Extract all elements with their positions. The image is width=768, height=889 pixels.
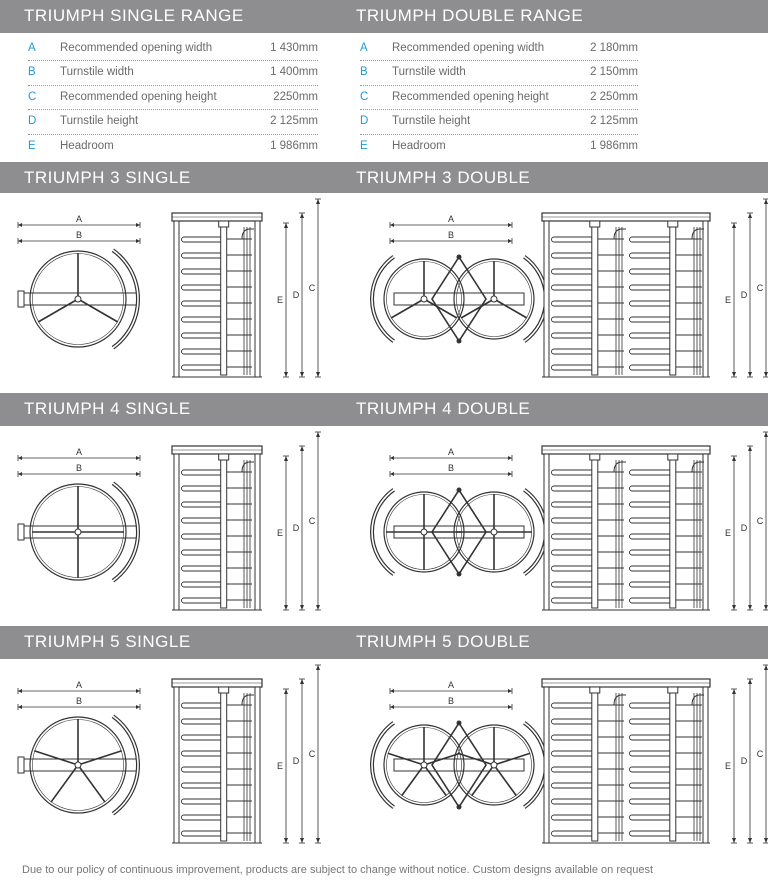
arm-bar [632,317,670,322]
post-right [255,687,260,843]
dim-c-label: C [308,516,316,526]
arm-bar [184,269,221,274]
arm-loop [630,598,633,603]
plan-view [372,447,546,577]
post-left [544,454,549,610]
range-header-bar [0,0,768,33]
arm-bar [184,534,221,539]
arm-loop [552,598,555,603]
drawing-svg [352,195,762,391]
arm-bar [184,831,221,836]
side-rail [394,293,524,305]
dim-a-label: A [75,214,83,224]
arm-loop [552,502,555,507]
arm-loop [630,703,633,708]
arm-bar [554,751,592,756]
elevation-view [172,665,321,843]
arm-loop [552,831,555,836]
arm-loop [630,237,633,242]
arm-loop [552,349,555,354]
table-row: A Recommended opening width 1 430mm [28,37,318,61]
arm-bar [184,566,221,571]
model-title-left: TRIUMPH 5 SINGLE [24,632,191,651]
arm-loop [630,566,633,571]
post-left [174,687,179,843]
dim-b-label: B [447,696,455,706]
arm-bar [554,333,592,338]
single-range-table [28,37,318,158]
rotor-column [670,689,676,841]
arm-loop [182,767,185,772]
drawing-svg [352,428,762,624]
guard-arc-right [524,257,546,342]
column-cap [668,687,678,693]
arm-loop [552,333,555,338]
arm-bar [184,253,221,258]
dim-d-label: D [292,523,300,533]
rotor-column [221,689,227,841]
rail-end [18,757,24,773]
arm-bar [554,502,592,507]
column-cap [219,687,229,693]
rotor-column [221,456,227,608]
arm-bar [184,486,221,491]
arm-bar [184,470,221,475]
dim-a-label: A [447,214,455,224]
arm-loop [182,269,185,274]
arm-loop [552,703,555,708]
model-header-3 [0,162,768,193]
arm-bar [184,518,221,523]
arm-loop [182,703,185,708]
arm-loop [630,719,633,724]
arm-loop [552,301,555,306]
arm-bar [632,566,670,571]
arm-loop [630,349,633,354]
dim-d-label: D [292,290,300,300]
arm-bar [632,703,670,708]
arm-bar [554,518,592,523]
dim-d-label: D [740,756,748,766]
arm-loop [182,333,185,338]
arm-loop [552,566,555,571]
arm-loop [630,470,633,475]
arm-bar [184,719,221,724]
frame-node [457,805,462,810]
arm-loop [552,486,555,491]
arm-loop [630,253,633,258]
dim-b-label: B [447,230,455,240]
arm-loop [182,815,185,820]
double-range-table [360,37,638,158]
arm-loop [552,550,555,555]
arm-bar [554,486,592,491]
arm-bar [184,582,221,587]
arm-loop [182,582,185,587]
arm-bar [554,815,592,820]
arm-loop [182,518,185,523]
arm-bar [184,285,221,290]
dim-e-label: E [276,528,284,538]
arm-bar [184,301,221,306]
arm-bar [632,349,670,354]
table-row: E Headroom 1 986mm [28,139,318,152]
arm-loop [552,783,555,788]
arm-loop [630,783,633,788]
rotor-left-hub [421,296,427,302]
double-range-title: TRIUMPH DOUBLE RANGE [356,6,584,25]
arm-bar [554,269,592,274]
arm-loop [552,582,555,587]
elevation-view [542,432,768,610]
dim-b-label: B [75,230,83,240]
arm-loop [630,582,633,587]
arm-bar [554,317,592,322]
arm-bar [554,534,592,539]
arm-loop [182,783,185,788]
rotor-hub [75,762,81,768]
arm-loop [182,534,185,539]
model-title-right: TRIUMPH 3 DOUBLE [356,168,531,187]
arm-bar [184,751,221,756]
dim-c-label: C [756,516,764,526]
arm-bar [184,317,221,322]
arm-bar [184,349,221,354]
arm-bar [632,333,670,338]
arm-bar [184,767,221,772]
post-left [174,221,179,377]
arm-bar [554,799,592,804]
arm-bar [184,502,221,507]
model-title-left: TRIUMPH 4 SINGLE [24,399,191,418]
post-right [703,454,708,610]
guard-arc-left [372,257,394,342]
frame-node [457,339,462,344]
rotor-column [670,456,676,608]
arm-bar [632,502,670,507]
rotor-column [670,223,676,375]
post-right [255,221,260,377]
arm-bar [554,470,592,475]
arm-loop [552,253,555,258]
arm-loop [630,333,633,338]
arm-bar [184,735,221,740]
drawing-svg [0,661,352,857]
arm-bar [554,365,592,370]
footer-disclaimer: Due to our policy of continuous improvement, products are subject to change without notice. Custom designs available on request [22,864,654,876]
arm-loop [552,719,555,724]
arm-bar [632,550,670,555]
rotor-right-hub [491,762,497,768]
arm-loop [182,349,185,354]
dim-c-label: C [756,283,764,293]
arm-bar [554,703,592,708]
arm-bar [632,751,670,756]
arm-loop [630,767,633,772]
arm-loop [630,799,633,804]
arm-loop [182,719,185,724]
arm-bar [632,301,670,306]
arm-loop [182,735,185,740]
dim-e-label: E [276,295,284,305]
post-right [255,454,260,610]
dim-b-label: B [75,696,83,706]
rotor-column [221,223,227,375]
arm-bar [184,237,221,242]
rotor-right-hub [491,529,497,535]
elevation-view [172,432,321,610]
arm-bar [632,486,670,491]
elevation-view [172,199,321,377]
arm-loop [630,751,633,756]
arm-loop [182,470,185,475]
dim-c-label: C [308,283,316,293]
arm-bar [184,783,221,788]
arm-bar [184,815,221,820]
triumph-5-double-drawing [352,661,762,857]
post-right [703,221,708,377]
table-row: D Turnstile height 2 125mm [360,110,638,134]
dim-e-label: E [724,528,732,538]
arm-loop [182,365,185,370]
table-row: B Turnstile width 1 400mm [28,61,318,85]
table-row: D Turnstile height 2 125mm [28,110,318,134]
arm-bar [632,285,670,290]
plan-view [18,680,140,814]
dim-e-label: E [724,295,732,305]
rotor-column [592,456,598,608]
arm-loop [552,751,555,756]
arm-bar [632,735,670,740]
dim-a-label: A [447,447,455,457]
plan-view [18,214,140,348]
triumph-5-single-drawing [0,661,352,857]
arm-loop [552,518,555,523]
dim-d-label: D [740,523,748,533]
arm-bar [184,598,221,603]
arm-bar [632,534,670,539]
frame-node [457,572,462,577]
table-row: C Recommended opening height 2 250mm [360,86,638,110]
column-cap [590,687,600,693]
arm-loop [182,831,185,836]
post-left [544,687,549,843]
arm-bar [184,799,221,804]
arm-loop [552,317,555,322]
arm-loop [552,735,555,740]
arm-bar [554,735,592,740]
dim-a-label: A [75,447,83,457]
column-cap [219,221,229,227]
dim-c-label: C [308,749,316,759]
arm-bar [554,253,592,258]
table-row: B Turnstile width 2 150mm [360,61,638,85]
arm-loop [182,237,185,242]
arm-bar [554,719,592,724]
arm-loop [630,550,633,555]
arm-loop [182,598,185,603]
rotor-column [592,223,598,375]
arm-bar [554,582,592,587]
rotor-left-hub [421,529,427,535]
frame-node [457,488,462,493]
dim-b-label: B [447,463,455,473]
triumph-3-single-drawing [0,195,352,391]
arm-bar [632,582,670,587]
drawing-svg [0,195,352,391]
arm-loop [630,317,633,322]
arm-loop [630,518,633,523]
arm-loop [630,534,633,539]
arm-loop [552,815,555,820]
post-right [703,687,708,843]
frame-node [457,255,462,260]
model-header-5 [0,626,768,659]
dim-b-label: B [75,463,83,473]
arm-loop [182,253,185,258]
arm-bar [184,703,221,708]
arm-bar [554,566,592,571]
plan-view [372,214,546,344]
arm-bar [184,550,221,555]
arm-bar [632,470,670,475]
rotor-right-hub [491,296,497,302]
arm-bar [632,815,670,820]
arm-bar [632,767,670,772]
dim-c-label: C [756,749,764,759]
arm-loop [552,799,555,804]
arm-bar [184,333,221,338]
arm-loop [182,486,185,491]
arm-bar [554,237,592,242]
dim-e-label: E [276,761,284,771]
model-title-right: TRIUMPH 4 DOUBLE [356,399,531,418]
rotor-hub [75,529,81,535]
dim-e-label: E [724,761,732,771]
guard-arc-right [524,723,546,808]
column-cap [590,221,600,227]
triumph-4-double-drawing [352,428,762,624]
arm-bar [554,301,592,306]
arm-bar [632,783,670,788]
arm-bar [632,719,670,724]
rotor-hub [75,296,81,302]
arm-loop [630,285,633,290]
arm-loop [182,550,185,555]
model-header-4 [0,393,768,426]
table-row: C Recommended opening height 2250mm [28,86,318,110]
column-cap [590,454,600,460]
arm-loop [552,767,555,772]
model-title-right: TRIUMPH 5 DOUBLE [356,632,531,651]
dim-a-label: A [75,680,83,690]
model-title-left: TRIUMPH 3 SINGLE [24,168,191,187]
elevation-view [542,665,768,843]
plan-view [372,680,546,810]
rail-end [18,524,24,540]
arm-bar [632,269,670,274]
column-cap [668,221,678,227]
triumph-4-single-drawing [0,428,352,624]
arm-loop [630,365,633,370]
arm-loop [552,285,555,290]
arm-loop [182,566,185,571]
guard-arc-left [372,723,394,808]
arm-loop [630,269,633,274]
rotor-column [592,689,598,841]
table-row: A Recommended opening width 2 180mm [360,37,638,61]
arm-bar [554,831,592,836]
column-cap [668,454,678,460]
arm-loop [552,470,555,475]
table-row: E Headroom 1 986mm [360,139,638,152]
single-range-title: TRIUMPH SINGLE RANGE [24,6,244,25]
arm-loop [630,502,633,507]
dim-d-label: D [292,756,300,766]
arm-bar [632,831,670,836]
elevation-view [542,199,768,377]
arm-bar [632,799,670,804]
arm-loop [552,534,555,539]
rotor-left-hub [421,762,427,768]
arm-loop [182,285,185,290]
arm-bar [554,783,592,788]
post-left [544,221,549,377]
arm-bar [184,365,221,370]
arm-bar [632,518,670,523]
arm-loop [552,365,555,370]
dim-a-label: A [447,680,455,690]
arm-loop [182,317,185,322]
arm-bar [632,253,670,258]
arm-bar [554,598,592,603]
rail-end [18,291,24,307]
arm-bar [632,598,670,603]
arm-loop [182,799,185,804]
post-left [174,454,179,610]
drawing-svg [0,428,352,624]
frame-node [457,721,462,726]
arm-bar [554,285,592,290]
dim-d-label: D [740,290,748,300]
triumph-3-double-drawing [352,195,762,391]
arm-loop [182,301,185,306]
arm-loop [182,751,185,756]
arm-loop [630,831,633,836]
plan-view [18,447,140,581]
arm-bar [632,365,670,370]
arm-bar [632,237,670,242]
column-cap [219,454,229,460]
arm-loop [552,269,555,274]
arm-loop [552,237,555,242]
arm-bar [554,349,592,354]
arm-bar [554,767,592,772]
arm-loop [630,735,633,740]
drawing-svg [352,661,762,857]
arm-loop [630,815,633,820]
arm-loop [630,486,633,491]
arm-loop [630,301,633,306]
arm-loop [182,502,185,507]
arm-bar [554,550,592,555]
